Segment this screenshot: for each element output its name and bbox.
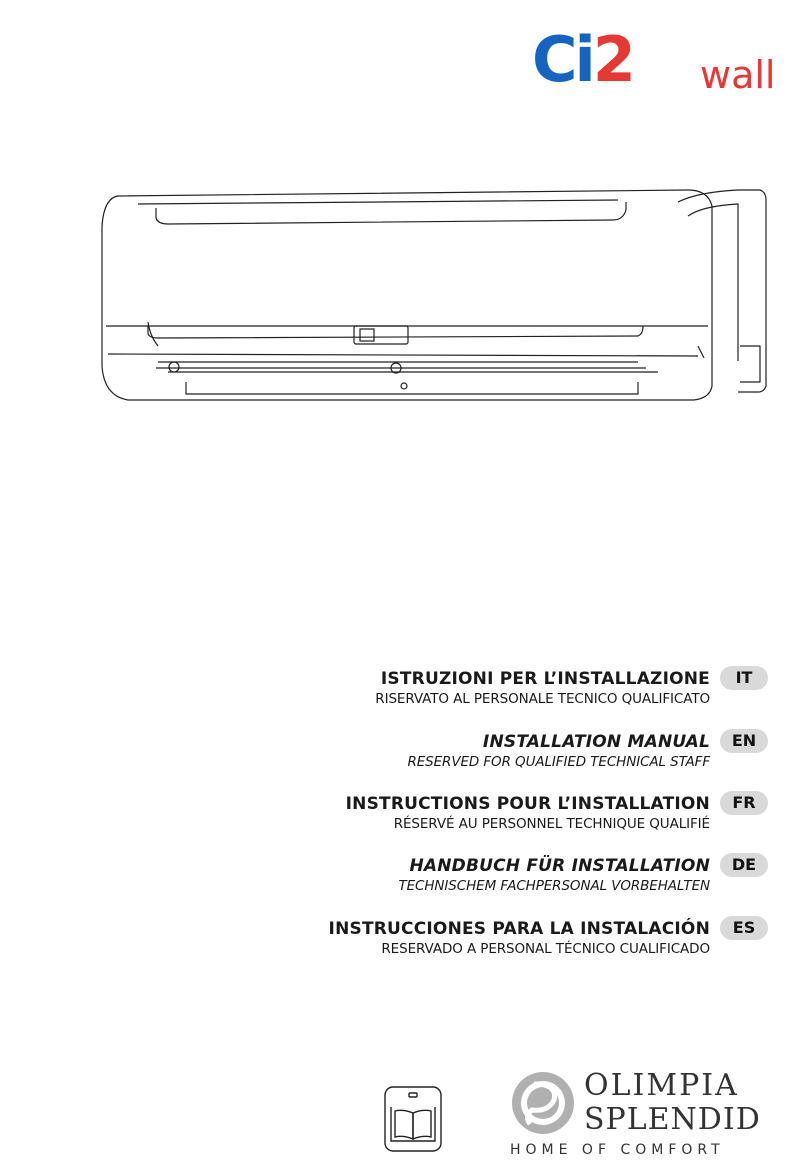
brand-name-line1: OLIMPIA bbox=[584, 1068, 739, 1103]
brand-emblem-icon bbox=[510, 1070, 576, 1136]
logo-letter-i: i bbox=[574, 23, 593, 96]
language-title: ISTRUZIONI PER L’INSTALLAZIONE bbox=[380, 669, 710, 689]
language-subtitle: RESERVADO A PERSONAL TÉCNICO CUALIFICADO bbox=[381, 941, 710, 957]
language-entry-fr bbox=[68, 793, 768, 833]
language-entry-it bbox=[68, 668, 768, 708]
brand-name-line2: SPLENDID bbox=[584, 1102, 761, 1137]
language-entry-es bbox=[68, 918, 768, 958]
language-code-badge: IT bbox=[720, 666, 768, 690]
language-code-badge: ES bbox=[720, 916, 768, 940]
language-entry-de bbox=[68, 855, 768, 895]
language-title: INSTRUCCIONES PARA LA INSTALACIÓN bbox=[328, 919, 710, 939]
product-logo-mark bbox=[532, 20, 633, 100]
language-subtitle: TECHNISCHEM FACHPERSONAL VORBEHALTEN bbox=[398, 878, 710, 894]
language-title: HANDBUCH FÜR INSTALLATION bbox=[409, 856, 710, 876]
logo-letter-c: C bbox=[532, 23, 575, 96]
language-code-badge: EN bbox=[720, 729, 768, 753]
language-title: INSTRUCTIONS POUR L’INSTALLATION bbox=[345, 794, 710, 814]
language-subtitle: RÉSERVÉ AU PERSONNEL TECHNIQUE QUALIFIÉ bbox=[393, 816, 710, 832]
brand-logo bbox=[510, 1068, 770, 1158]
air-conditioner-illustration bbox=[98, 186, 770, 416]
product-logo bbox=[520, 20, 780, 100]
language-code-badge: FR bbox=[720, 791, 768, 815]
logo-digit-2: 2 bbox=[592, 23, 633, 96]
brand-tagline: HOME OF COMFORT bbox=[510, 1142, 725, 1158]
language-code-badge: DE bbox=[720, 853, 768, 877]
language-entry-en bbox=[68, 731, 768, 771]
manual-book-icon bbox=[383, 1085, 443, 1153]
language-subtitle: RISERVATO AL PERSONALE TECNICO QUALIFICATO bbox=[375, 691, 710, 707]
language-subtitle: RESERVED FOR QUALIFIED TECHNICAL STAFF bbox=[407, 754, 710, 770]
language-title: INSTALLATION MANUAL bbox=[482, 732, 710, 752]
logo-subtitle: wall bbox=[700, 53, 776, 97]
